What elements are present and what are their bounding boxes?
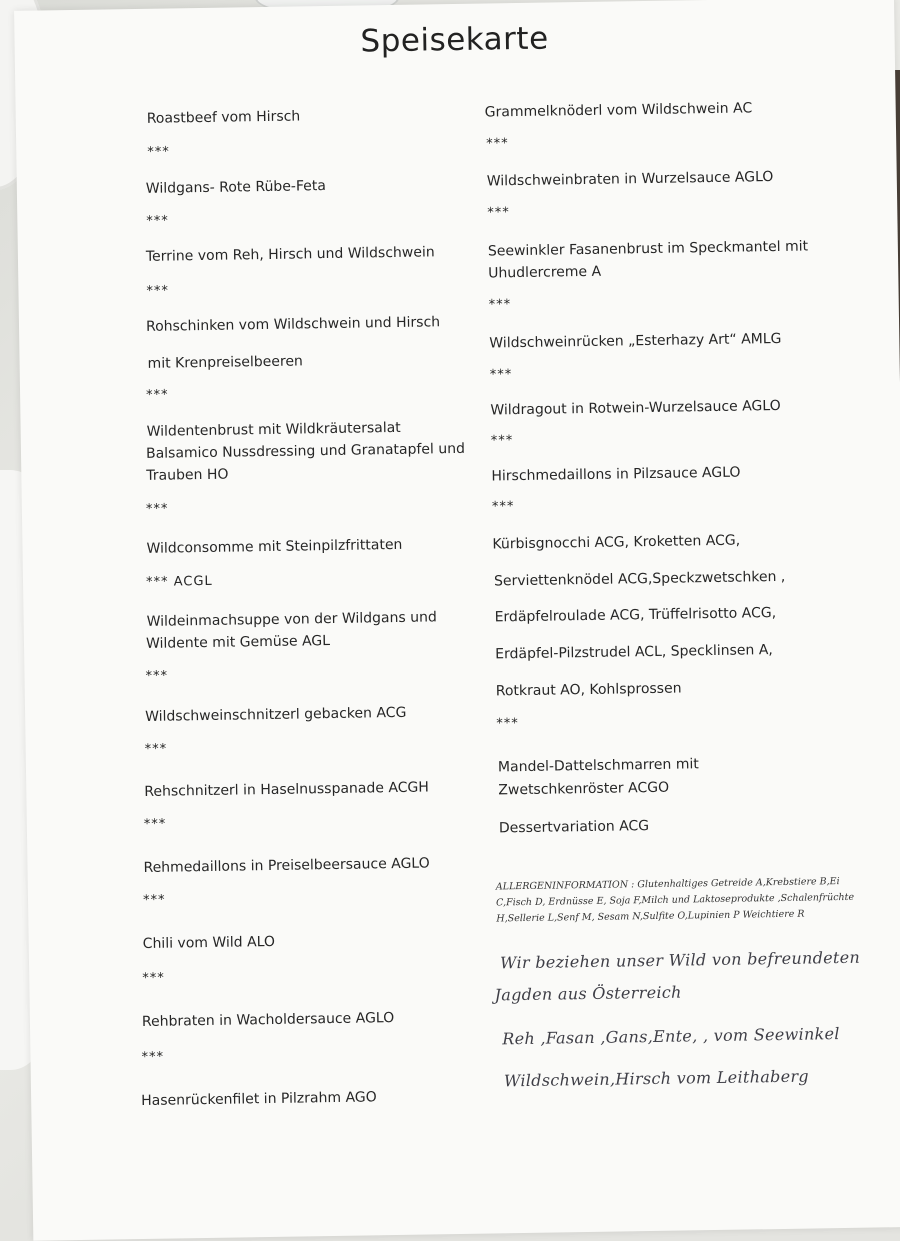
left-item-1: Roastbeef vom Hirsch (146, 108, 301, 127)
left-separator-2: *** (146, 213, 169, 229)
right-separator-6: *** (491, 499, 515, 515)
right-item-7-line-5: Rotkraut AO, Kohlsprossen (495, 680, 682, 700)
menu-title: Speisekarte (360, 20, 549, 60)
left-separator-10: *** (142, 892, 166, 908)
right-item-4: Wildschweinrücken „Esterhazy Art“ AMLG (489, 330, 782, 352)
left-separator-3: *** (146, 283, 170, 299)
right-item-7-line-3: Erdäpfelroulade ACG, Trüffelrisotto ACG, (494, 605, 777, 626)
right-item-3-line-1: Seewinkler Fasanenbrust im Speckmantel mit (487, 238, 809, 260)
left-separator-8: *** (144, 741, 168, 757)
right-separator-3: *** (488, 297, 512, 313)
right-item-9: Dessertvariation ACG (498, 818, 650, 837)
handwritten-note-3: Reh ,Fasan ,Gans,Ente, , vom Seewinkel (502, 1024, 840, 1049)
left-separator-6: *** ACGL (145, 573, 213, 590)
right-separator-2: *** (487, 205, 510, 221)
right-item-2: Wildschweinbraten in Wurzelsauce AGLO (486, 169, 774, 190)
right-item-5: Wildragout in Rotwein-Wurzelsauce AGLO (490, 397, 781, 419)
left-separator-7: *** (145, 668, 169, 684)
allergen-info (496, 874, 869, 928)
left-item-7-line-1: Wildeinmachsuppe von der Wildgans und (146, 609, 437, 630)
right-item-3-line-2: Uhudlercreme A (488, 263, 602, 282)
left-item-12: Rehbraten in Wacholdersauce AGLO (141, 1010, 395, 1031)
right-separator-5: *** (490, 433, 514, 449)
left-separator-4: *** (145, 387, 169, 403)
right-item-8-line-1: Mandel-Dattelschmarren mit (497, 756, 699, 776)
right-item-6: Hirschmedaillons in Pilzsauce AGLO (491, 464, 741, 485)
right-item-7-line-1: Kürbisgnocchi ACG, Kroketten ACG, (492, 532, 741, 553)
right-item-7-line-4: Erdäpfel-Pilzstrudel ACL, Specklinsen A, (495, 642, 773, 663)
handwritten-note-2: Jagden aus Österreich (494, 982, 682, 1005)
left-separator-5: *** (145, 501, 169, 517)
handwritten-note-1: Wir beziehen unser Wild von befreundeten (499, 947, 861, 973)
left-item-11: Chili vom Wild ALO (142, 933, 276, 953)
left-item-5-line-1: Wildentenbrust mit Wildkräutersalat (146, 419, 401, 440)
right-item-1: Grammelknöderl vom Wildschwein AC (484, 100, 753, 121)
left-item-2: Wildgans- Rote Rübe-Feta (145, 178, 327, 197)
left-item-8: Wildschweinschnitzerl gebacken ACG (145, 704, 407, 725)
left-separator-1: *** (147, 144, 170, 160)
left-item-4-line-1: Rohschinken vom Wildschwein und Hirsch (145, 314, 441, 335)
right-separator-7: *** (496, 716, 519, 732)
left-item-7-line-2: Wildente mit Gemüse AGL (145, 633, 331, 652)
allergen-line-1: ALLERGENINFORMATION : Glutenhaltiges Getreide A,Krebstiere B,Ei (495, 876, 840, 893)
right-separator-4: *** (489, 367, 513, 383)
left-separator-11: *** (142, 970, 165, 987)
left-item-5-line-3: Trauben HO (146, 466, 229, 484)
left-item-10: Rehmedaillons in Preiselbeersauce AGLO (143, 855, 430, 876)
left-item-13: Hasenrückenfilet in Pilzrahm AGO (141, 1089, 377, 1110)
right-item-8-line-2: Zwetschkenröster ACGO (498, 779, 670, 799)
allergen-line-2: C,Fisch D, Erdnüsse E, Soja F,Milch und Laktoseprodukte ,Schalenfrüchte (496, 891, 855, 909)
allergen-line-3: H,Sellerie L,Senf M, Sesam N,Sulfite O,Lupinien P Weichtiere R (496, 908, 805, 925)
right-separator-1: *** (486, 136, 509, 152)
left-separator-12: *** (141, 1049, 165, 1066)
left-item-3: Terrine vom Reh, Hirsch und Wildschwein (145, 244, 435, 265)
left-item-9: Rehschnitzerl in Haselnusspanade ACGH (144, 779, 429, 800)
left-item-5-line-2: Balsamico Nussdressing und Granatapfel und (145, 440, 466, 462)
right-item-7-line-2: Serviettenknödel ACG,Speckzwetschken , (493, 568, 786, 590)
handwritten-note-4: Wildschwein,Hirsch vom Leithaberg (503, 1066, 810, 1091)
left-item-6: Wildconsomme mit Steinpilzfrittaten (146, 536, 403, 557)
left-separator-9: *** (143, 816, 167, 832)
left-item-4-line-2: mit Krenpreiselbeeren (147, 353, 303, 372)
menu-sheet (14, 0, 900, 1241)
